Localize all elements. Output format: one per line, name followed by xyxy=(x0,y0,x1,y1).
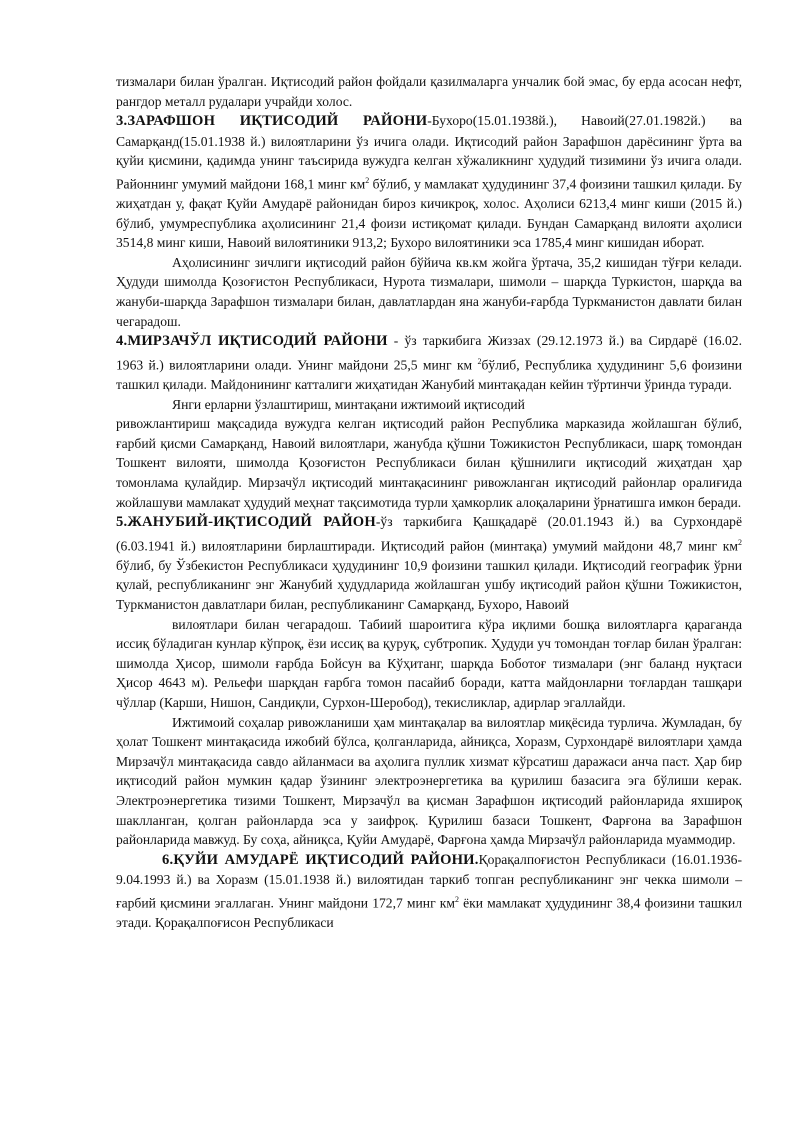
section-4-paragraph-2-line1: Янги ерларни ўзлаштириш, минтақани ижтимоий иқтисодий xyxy=(172,396,525,412)
section-4-heading xyxy=(116,333,388,349)
section-3-title: ЗАРАФШОН ИҚТИСОДИЙ РАЙОНИ xyxy=(127,113,428,130)
document-page xyxy=(116,72,742,933)
section-6-text-a: Қорақалпоғистон Республикаси (16.01.1936-9.04.1993 й.) ва Хоразм (15.01.1938 й.) вилоятидан таркиб топган республиканинг энг чекка шимоли – ғарбий қисмини эгаллаган. Унинг майдони 172,7 минг км xyxy=(116,851,742,911)
superscript: 2 xyxy=(365,175,370,185)
section-3-paragraph xyxy=(116,111,742,253)
section-3-heading xyxy=(116,113,427,129)
section-5-paragraph-2: вилоятлари билан чегарадош. Табиий шароитига кўра иқлими бошқа вилоятларга қараганда иссиқ бўладиган кунлар кўпроқ, ёзи иссиқ ва қуруқ, субтропик. Ҳудуди уч томондан тоғлар билан ўралган: шимолда Ҳисор, шимоли ғарбда Бойсун ва Кўҳитанг, шарқда Боботоғ тизмалари (энг баланд нуқтаси Ҳисор 4643 м). Рельефи шарқдан ғарбга томон пасайиб боради, катта майдонларни тоғлардан ташқари чўллар (Карши, Нишон, Сандиқли, Сурхон-Шеробод), текисликлар, адирлар эгаллайди. xyxy=(116,616,742,710)
superscript: 2 xyxy=(477,356,482,366)
section-4-paragraph xyxy=(116,331,742,394)
section-4-text-b: бўлиб, Республика ҳудудининг 5,6 фоизини ташкил қилади. Майдонининг катталиги жиҳатидан Жанубий минтақадан кейин тўртинчи ўринда туради. xyxy=(116,357,742,392)
superscript: 2 xyxy=(738,537,742,547)
section-4-text-a: - ўз таркибига Жиззах (29.12.1973 й.) ва Сирдарё (16.02. 1963 й.) вилоятларини олади. Унинг майдони 25,5 минг км xyxy=(116,333,742,373)
section-3-number: 3. xyxy=(116,113,128,130)
section-5-text-a: -ўз таркибига Қашқадарё (20.01.1943 й.) ва Сурхондарё (6.03.1941 й.) вилоятларини бирлаштиради. Иқтисодий район (минтақа) умумий майдони 48,7 минг км xyxy=(116,514,743,554)
section-5-number: 5. xyxy=(116,514,128,531)
section-5-text-b: бўлиб, бу Ўзбекистон Республикаси ҳудудининг 10,9 фоизини ташкил қилади. Иқтисодий географик ўрни қулай, республиканинг энг Жанубий ҳудудларида жойлашган ушбу иқтисодий район қўшни Тожикистон, Туркманистон давлатлари билан, республиканинг Самарқанд, Бухоро, Навоий xyxy=(116,557,742,613)
section-6-heading xyxy=(162,852,479,868)
section-6-paragraph xyxy=(116,850,742,933)
section-5-heading xyxy=(116,514,376,530)
section-5-paragraph-3: Ижтимоий соҳалар ривожланиши ҳам минтақалар ва вилоятлар миқёсида турлича. Жумладан, бу ҳолат Тошкент минтақасида ижобий бўлса, қолганларида, айниқса, Хоразм, Сурхондарё вилоятлари ҳамда Мирзачўл минтақасида савдо айланмаси ва аҳолига пуллик хизмат кўрсатиш даражаси анча паст. Ҳар бир иқтисодий район мумкин қадар ўзининг электроэнергетика ва қурилиш базасига эга бўлиши керак. Электроэнергетика тизими Тошкент, Мирзачўл ва қисман Зарафшон иқтисодий районларида яхшироқ шаклланган, қолган районларда эса у заифроқ. Қурилиш базаси Тошкент, Фарғона ва Зарафшон районларида мавжуд. Бу соҳа, айниқса, Қуйи Амударё, Фарғона ҳамда Мирзачўл районларида муаммодир. xyxy=(116,714,742,848)
superscript: 2 xyxy=(455,894,459,904)
section-5-title: ЖАНУБИЙ-ИҚТИСОДИЙ РАЙОН xyxy=(127,514,376,531)
section-4-paragraph-2-rest: ривожлантириш мақсадида вужудга келган иқтисодий район Республика марказида жойлашган бўлиб, ғарбий қисми Самарқанд, Навоий вилоятлари, жанубда қўшни Тожикистон Республикаси, шарқ томондан Тошкент вилояти, шимолда Қозоғистон Республикаси билан қўшнилиги иқтисодий жиҳатдан ҳар томонлама қулайдир. Мирзачўл иқтисодий минтақасининг ривожланган иқтисодий районлар оралиғида жойлашуви мамлакат ҳудудий меҳнат тақсимотида турли ҳамкорлик алоқаларини ўрнатишга имкон беради. xyxy=(116,416,742,510)
section-3-text-b: бўлиб, у мамлакат ҳудудининг 37,4 фоизини ташкил қилади. Бу жиҳатдан у, фақат Қуйи Амударё районидан бироз кичикроқ, холос. Аҳолиси 6213,4 минг киши (2015 й.) бўлиб, умумреспублика аҳолисининг 21,4 фоизи истиқомат қилади. Бундан Самарқанд вилояти аҳолиси 3514,8 минг киши, Навоий вилоятиники 913,2; Бухоро вилоятиники эса 1785,4 минг кишидан иборат. xyxy=(116,176,742,251)
section-6-title: ҚУЙИ АМУДАРЁ ИҚТИСОДИЙ РАЙОНИ. xyxy=(173,851,479,868)
section-4-number: 4. xyxy=(116,333,128,350)
section-6-text-b: ёки мамлакат ҳудудининг 38,4 фоизини ташкил этади. Қорақалпоғисон Республикаси xyxy=(116,895,742,931)
section-3-paragraph-2: Аҳолисининг зичлиги иқтисодий район бўйича кв.км жойга ўртача, 35,2 кишидан тўғри келади. Ҳудуди шимолда Қозоғистон Республикаси, Нурота тизмалари, шимоли – шарқда Туркистон, шарқда ва жануби-шарқда Зарафшон тизмалари билан, давлатлардан яна жануби-ғарбда Туркманистон давлати билан чегарадош. xyxy=(116,254,742,329)
paragraph-intro: тизмалари билан ўралган. Иқтисодий район фойдали қазилмаларга унчалик бой эмас, бу ерда асосан нефт, рангдор металл рудалари учрайди холос. xyxy=(116,74,742,109)
section-3-text-a: -Бухоро(15.01.1938й.), Навоий(27.01.1982й.) ва Самарқанд(15.01.1938 й.) вилоятларини ўз ичига олади. Иқтисодий район Зарафшон дарёсининг ўрта ва қуйи қисмини, қадимда унинг таъсирида вужудга келган хўжаликнинг ҳудудий тизимини ўз ичига олади. Районнинг умумий майдони 168,1 минг км xyxy=(116,113,742,192)
section-5-paragraph xyxy=(116,512,742,615)
section-4-title: МИРЗАЧЎЛ ИҚТИСОДИЙ РАЙОНИ xyxy=(127,333,388,350)
section-6-number: 6. xyxy=(162,851,174,868)
